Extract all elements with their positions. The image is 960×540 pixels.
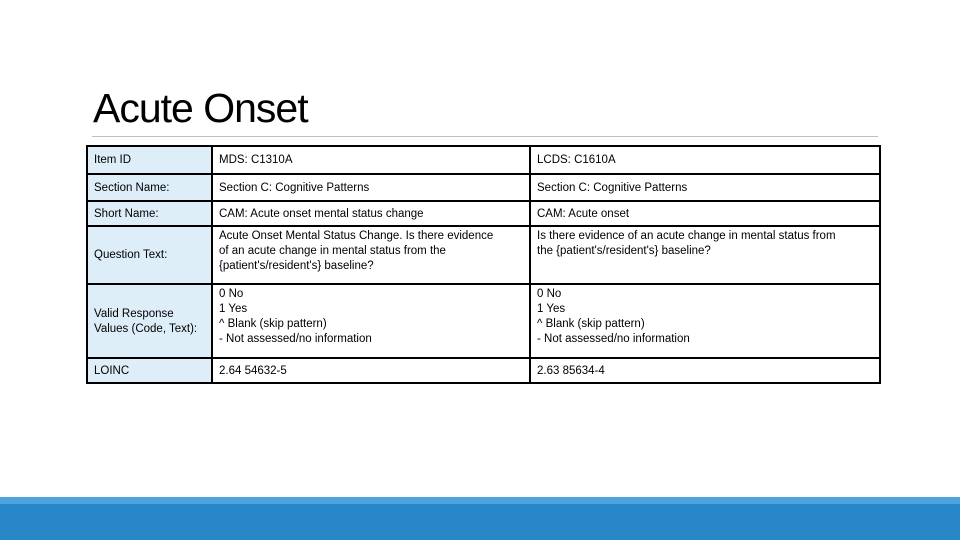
mds-response-value: ^ Blank (skip pattern): [219, 318, 327, 330]
mds-loinc-cell: [212, 358, 530, 383]
lcds-response-value: 1 Yes: [537, 303, 566, 315]
mds-short-name-cell: [212, 201, 530, 226]
mds-section-name-cell: [212, 174, 530, 201]
mds-short-name: CAM: Acute onset mental status change: [219, 207, 424, 220]
row-label-section-name: Section Name:: [87, 174, 212, 201]
lcds-response-value: - Not assessed/no information: [537, 333, 690, 345]
lcds-question-line: the {patient's/resident's} baseline?: [537, 245, 711, 257]
row-label-short-name: Short Name:: [87, 201, 212, 226]
row-label-valid-responses: Valid Response Values (Code, Text):: [87, 284, 212, 358]
item-comparison-table: [86, 145, 881, 384]
lcds-loinc: 2.63 85634-4: [537, 364, 605, 377]
footer-band-highlight: [0, 497, 960, 504]
lcds-question-line: Is there evidence of an acute change in mental status from: [537, 230, 836, 242]
table-row-item-id: [87, 146, 880, 174]
row-label-item-id: Item ID: [87, 146, 212, 174]
mds-response-value: - Not assessed/no information: [219, 333, 372, 345]
mds-valid-responses-cell: [212, 284, 530, 358]
mds-item-id: MDS: C1310A: [219, 154, 293, 166]
lcds-short-name-cell: [530, 201, 880, 226]
mds-item-id-cell: [212, 146, 530, 174]
lcds-response-value: 0 No: [537, 288, 562, 300]
lcds-item-id: LCDS: C1610A: [537, 154, 616, 166]
table-row-valid-responses: [87, 284, 880, 358]
table-row-short-name: [87, 201, 880, 226]
table-row-loinc: [87, 358, 880, 383]
lcds-section-name-cell: [530, 174, 880, 201]
mds-response-value: 1 Yes: [219, 303, 248, 315]
lcds-response-value: ^ Blank (skip pattern): [537, 318, 645, 330]
lcds-loinc-cell: [530, 358, 880, 383]
table-row-section-name: [87, 174, 880, 201]
mds-question-text-cell: [212, 226, 530, 284]
title-divider: [92, 136, 878, 137]
lcds-question-text-cell: [530, 226, 880, 284]
lcds-section-name: Section C: Cognitive Patterns: [537, 181, 688, 194]
row-label-loinc: LOINC: [87, 358, 212, 383]
row-label-question-text: Question Text:: [87, 226, 212, 284]
lcds-valid-responses-cell: [530, 284, 880, 358]
mds-question-line: of an acute change in mental status from the: [219, 245, 446, 257]
mds-question-line: {patient's/resident's} baseline?: [219, 260, 374, 272]
mds-loinc: 2.64 54632-5: [219, 364, 287, 377]
table-row-question-text: [87, 226, 880, 284]
mds-response-value: 0 No: [219, 288, 244, 300]
mds-question-line: Acute Onset Mental Status Change. Is there evidence: [219, 230, 494, 242]
lcds-item-id-cell: [530, 146, 880, 174]
page-title: Acute Onset: [93, 85, 308, 131]
mds-section-name: Section C: Cognitive Patterns: [219, 181, 370, 194]
lcds-short-name: CAM: Acute onset: [537, 207, 630, 220]
